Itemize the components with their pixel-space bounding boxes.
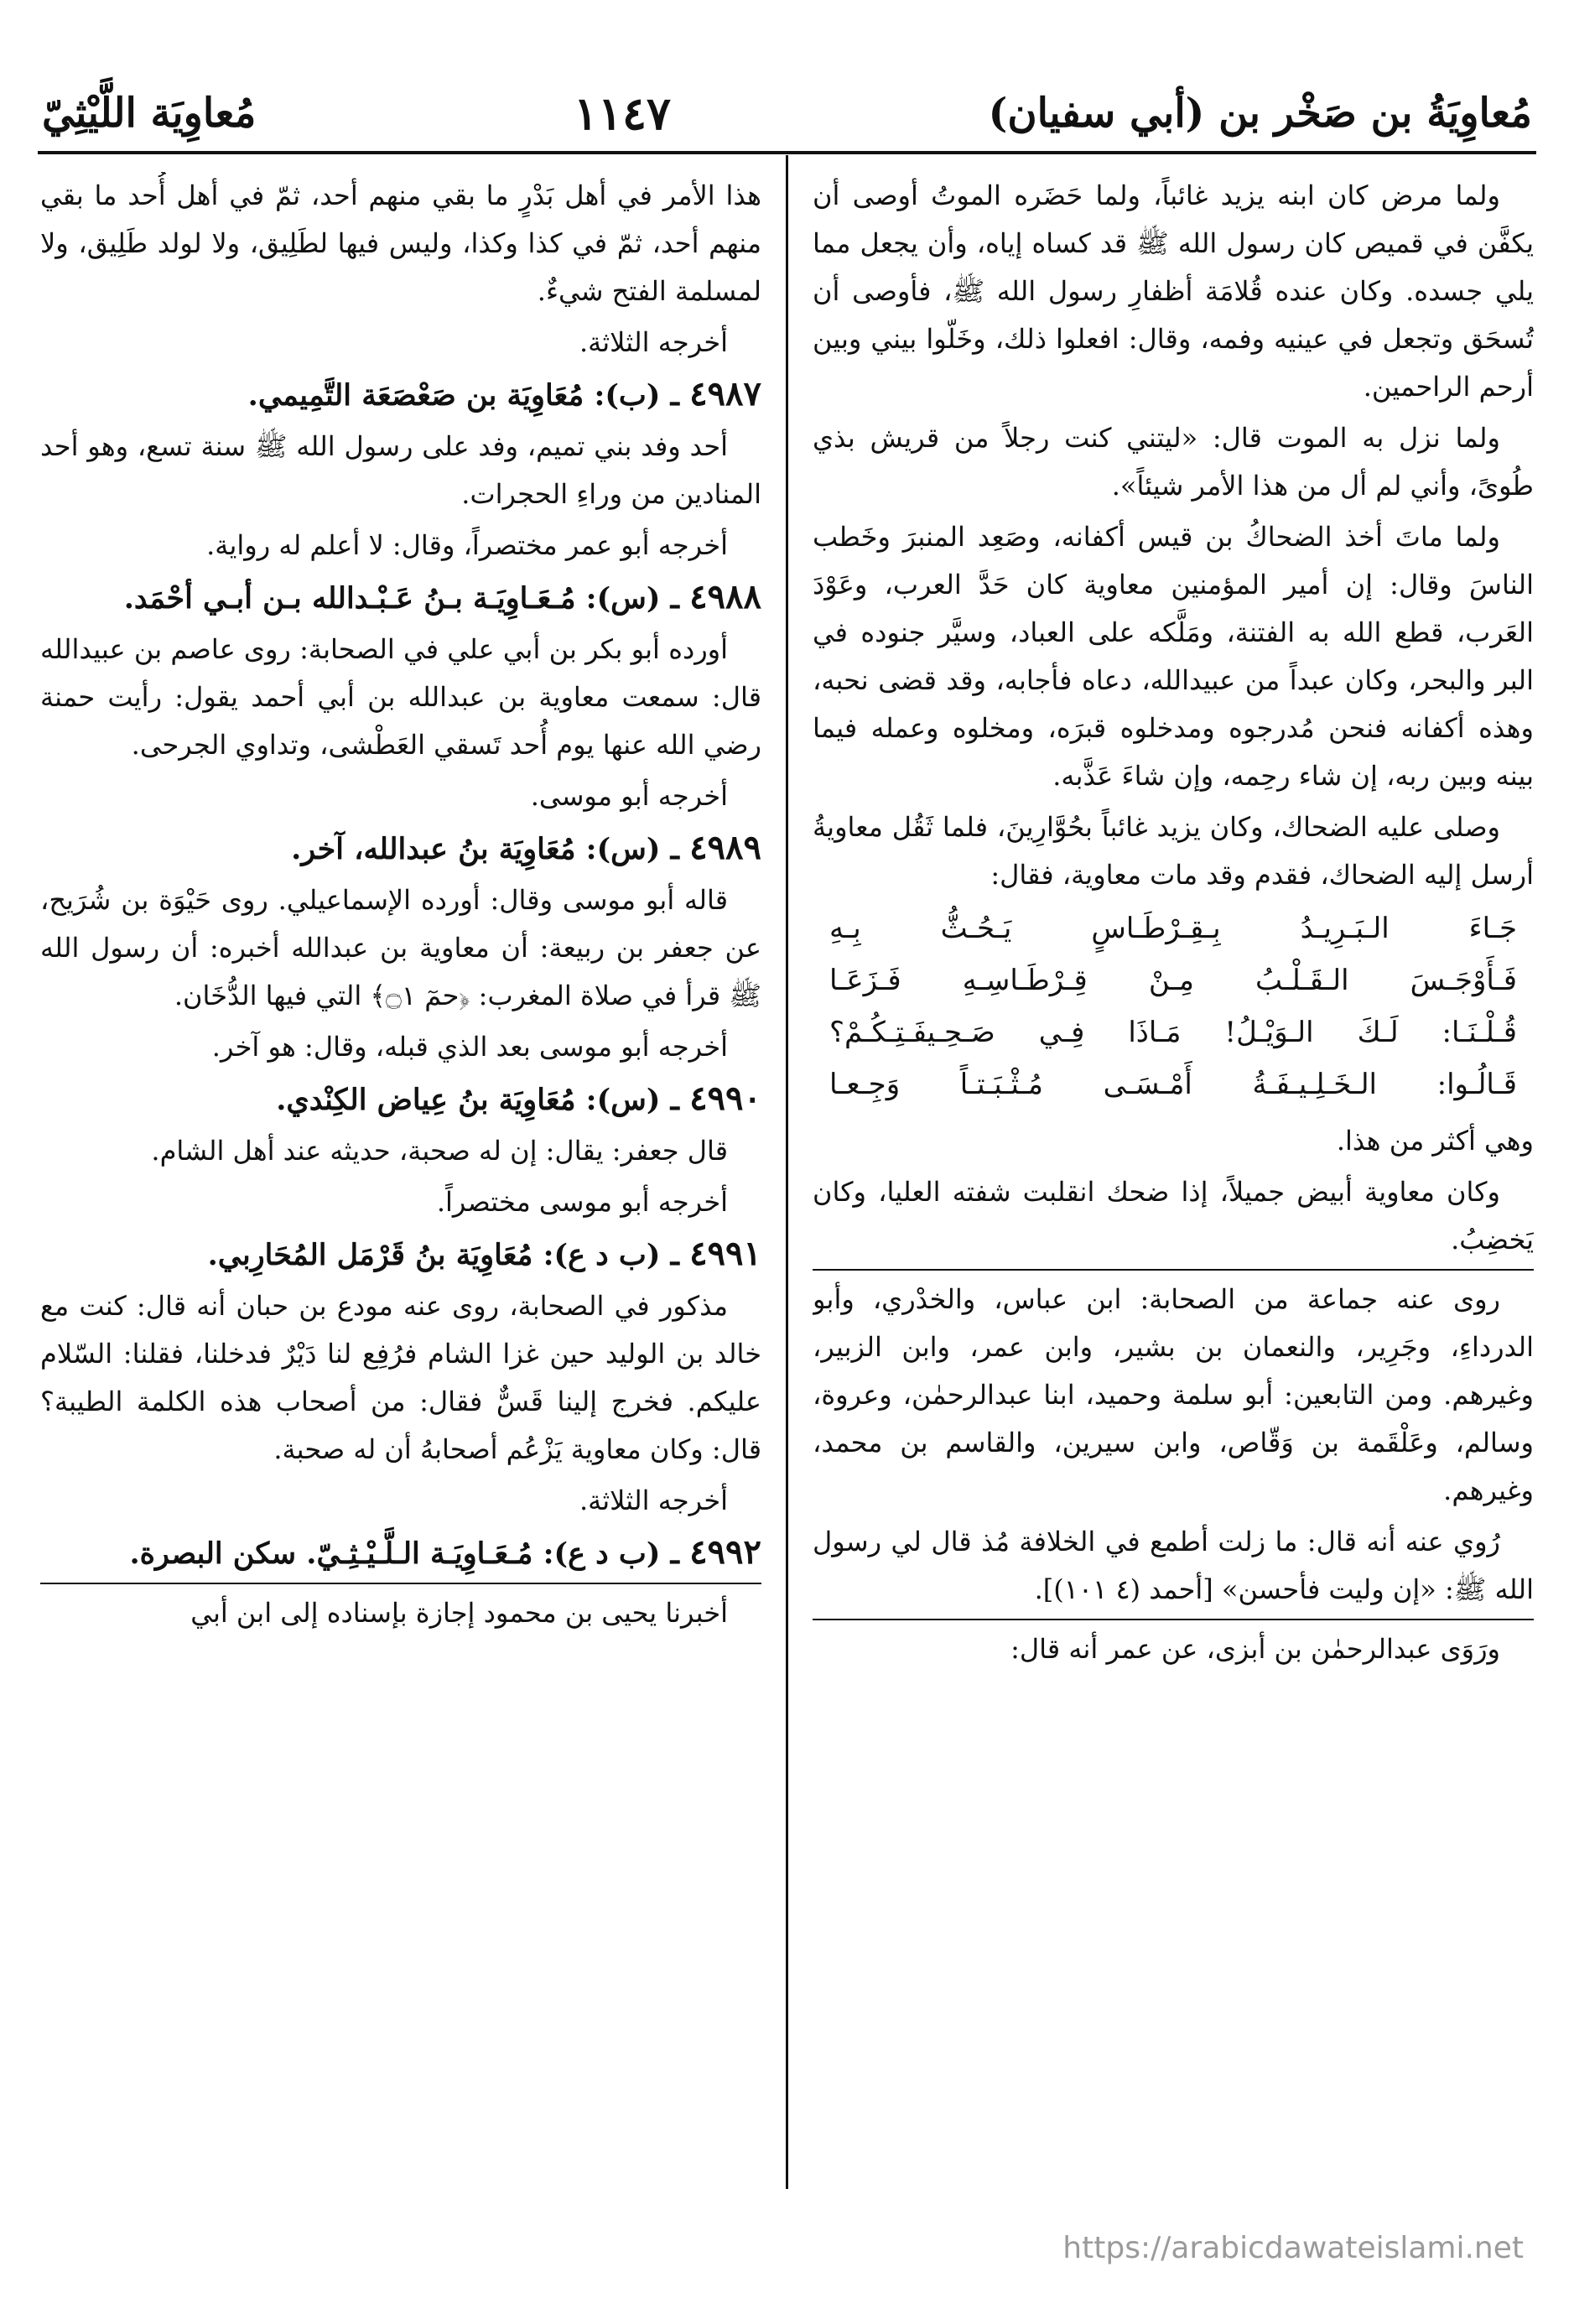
entry-number: ٤٩٨٩ [689, 828, 761, 867]
page-header [42, 80, 1532, 147]
paragraph: أورده أبو بكر بن أبي علي في الصحابة: روى عاصم بن عبيدالله قال: سمعت معاوية بن عبدالله بن أبي أحمد يقول: رأيت حمنة رضي الله عنها يوم أُحد تَسقي العَطْشى، وتداوي الجرحى. [40, 633, 761, 761]
paragraph: مذكور في الصحابة، روى عنه مودع بن حبان أنه قال: كنت مع خالد بن الوليد حين غزا الشام فرُفِع لنا دَيْرٌ فدخلنا، فقلنا: السّلام عليكم. فخرج إلينا قَسٌّ فقال: من أصحاب هذه الكلمة الطيبة؟ قال: وكان معاوية يَزْعُم أصحابهُ أن له صحبة. [40, 1290, 761, 1465]
entry-number: ٤٩٨٧ [689, 374, 761, 413]
column-divider [786, 155, 788, 2189]
entry-heading [40, 573, 761, 622]
section-separator [40, 1583, 761, 1584]
entry-title: ـ (ب د ع): مُعَاوِيَة بنُ قَرْمَل المُحَارِبي. [207, 1238, 679, 1272]
poem-verse: فَـأَوْجَـسَ الـقَـلْـبُ مِـنْ قِـرْطَـاسِـهِ فَـزَعَـا [829, 964, 1517, 997]
entry-title: ـ (ب د ع): مُـعَـاوِيَـة الـلَّـيْـثِـيّ. سكن البصرة. [129, 1536, 679, 1571]
paragraph: أحد وفد بني تميم، وفد على رسول الله ﷺ سنة تسع، وهو أحد المنادين من وراءِ الحجرات. [40, 430, 761, 510]
entry-title: ـ (س): مُـعَـاوِيَـة بـنُ عَـبْـدالله بـن أبـي أحْمَد. [123, 581, 679, 616]
poem-verse: قَـالُـوا: الـخَـلِـيـفَـةُ أَمْـسَـى مُـثْـبَـتـاً وَجِـعـا [829, 1068, 1517, 1101]
entry-heading [40, 1528, 761, 1578]
poem-verse: جَـاءَ الـبَـرِيـدُ بِـقِـرْطَـاسٍ يَـحُـثُّ بِـهِ [829, 912, 1517, 945]
paragraph: أخرجه الثلاثة. [579, 1484, 728, 1516]
paragraph: وصلى عليه الضحاك، وكان يزيد غائباً بحُوَّارِينَ، فلما ثَقُل معاويةُ أرسل إليه الضحاك، فقدم وقد مات معاوية، فقال: [813, 811, 1534, 891]
paragraph: ولما نزل به الموت قال: «ليتني كنت رجلاً من قريش بذي طُوىً، وأني لم أل من هذا الأمر شيئاً». [813, 422, 1534, 502]
paragraph: أخرجه أبو عمر مختصراً، وقال: لا أعلم له رواية. [206, 529, 728, 561]
entry-number: ٤٩٩١ [689, 1234, 761, 1273]
poem-verse: قُـلْـنَـا: لَـكَ الـوَيْـلُ! مَـاذَا فِـي صَـحِـيفَـتِـكُـمْ؟ [829, 1016, 1517, 1049]
entry-title: ـ (س): مُعَاوِيَة بنُ عِياض الكِنْدي. [276, 1083, 679, 1117]
entry-heading [40, 824, 761, 873]
entry-title: ـ (س): مُعَاوِيَة بنُ عبدالله، آخر. [291, 832, 679, 866]
paragraph: أخرجه أبو موسى بعد الذي قبله، وقال: هو آخر. [211, 1031, 728, 1063]
paragraph: ورَوَى عبدالرحمٰن بن أبزى، عن عمر أنه قال: [1010, 1633, 1500, 1665]
left-column [40, 172, 761, 2185]
paragraph: قاله أبو موسى وقال: أورده الإسماعيلي. روى حَيْوَة بن شُرَيح، عن جعفر بن ربيعة: أن معاوية بن عبدالله أخبره: أن رسول الله ﷺ قرأ في صلاة المغرب: ﴿حمٓ ۝١﴾ التي فيها الدُّخَان. [40, 884, 761, 1011]
paragraph: وهي أكثر من هذا. [1336, 1125, 1534, 1157]
entry-number: ٤٩٩٠ [689, 1079, 761, 1118]
poem [829, 902, 1517, 1110]
paragraph: رُوي عنه أنه قال: ما زلت أطمع في الخلافة مُذ قال لي رسول الله ﷺ: «إن وليت فأحسن» [أحمد (٤ ١٠١)]. [813, 1526, 1534, 1605]
entry-number: ٤٩٩٢ [689, 1532, 761, 1572]
paragraph: أخرجه الثلاثة. [579, 326, 728, 358]
header-rule [38, 151, 1536, 154]
paragraph: أخرجه أبو موسى مختصراً. [436, 1186, 728, 1218]
entry-number: ٤٩٨٨ [689, 577, 761, 616]
running-title-left: مُعاوِيَة اللَّيْثِيّ [42, 90, 257, 137]
paragraph: روى عنه جماعة من الصحابة: ابن عباس، والخدْري، وأبو الدرداءِ، وجَرِير، والنعمان بن بشير، وابن عمر، وابن الزبير، وغيرهم. ومن التابعين: أبو سلمة وحميد، ابنا عبدالرحمٰن، وعروة، وسالم، وعَلْقَمة بن وَقّاص، وابن سيرين، والقاسم بن محمد، وغيرهم. [813, 1283, 1534, 1506]
entry-title: ـ (ب): مُعَاوِيَة بن صَعْصَعَة التَّمِيمي. [247, 378, 679, 413]
paragraph: أخرجه أبو موسى. [530, 780, 728, 812]
entry-heading [40, 1074, 761, 1124]
paragraph: قال جعفر: يقال: إن له صحبة، حديثه عند أهل الشام. [151, 1135, 728, 1167]
watermark-url: https://arabicdawateislami.net [1062, 2231, 1524, 2265]
paragraph: وكان معاوية أبيض جميلاً، إذا ضحك انقلبت شفته العليا، وكان يَخضِبُ. [813, 1176, 1534, 1256]
paragraph: ولما مرض كان ابنه يزيد غائباً، ولما حَضَره الموتُ أوصى أن يكفَّن في قميص كان رسول الله ﷺ قد كساه إياه، وأن يجعل مما يلي جسده. وكان عنده قُلامَة أظفارِ رسول الله ﷺ، فأوصى أن تُسحَق وتجعل في عينيه وفمه، وقال: افعلوا ذلك، وخَلّوا بيني وبين أرحم الراحمين. [813, 179, 1534, 403]
right-column [813, 172, 1534, 2185]
section-separator [813, 1269, 1534, 1271]
section-separator [813, 1619, 1534, 1620]
paragraph: أخبرنا يحيى بن محمود إجازة بإسناده إلى ابن أبي [190, 1597, 728, 1629]
paragraph: هذا الأمر في أهل بَدْرٍ ما بقي منهم أحد، ثمّ في أهل أُحد ما بقي منهم أحد، ثمّ في كذا وكذا، وليس فيها لطَلِيق، ولا لولد طَلِيق، ولا لمسلمة الفتح شيءٌ. [40, 179, 761, 307]
entry-heading [40, 370, 761, 419]
page-number: ١١٤٧ [573, 86, 671, 140]
entry-heading [40, 1230, 761, 1279]
paragraph: ولما ماتَ أخذ الضحاكُ بن قيس أكفانه، وصَعِد المنبرَ وخَطب الناسَ وقال: إن أمير المؤمنين معاوية كان حَدَّ العرب، وعَوْدَ العَرب، قطع الله به الفتنة، ومَلَّكه على العباد، وسيَّر جنوده في البر والبحر، وكان عبداً من عبيدالله، دعاه فأجابه، وقد قضى نحبه، وهذه أكفانه فنحن مُدرجوه ومدخلوه قبرَه، ومخلوه وعمله فيما بينه وبين ربه، إن شاء رحِمه، وإن شاءَ عَذَّبه. [813, 521, 1534, 792]
running-title-right: مُعاوِيَةُ بن صَخْر بن (أبي سفيان) [988, 90, 1532, 137]
